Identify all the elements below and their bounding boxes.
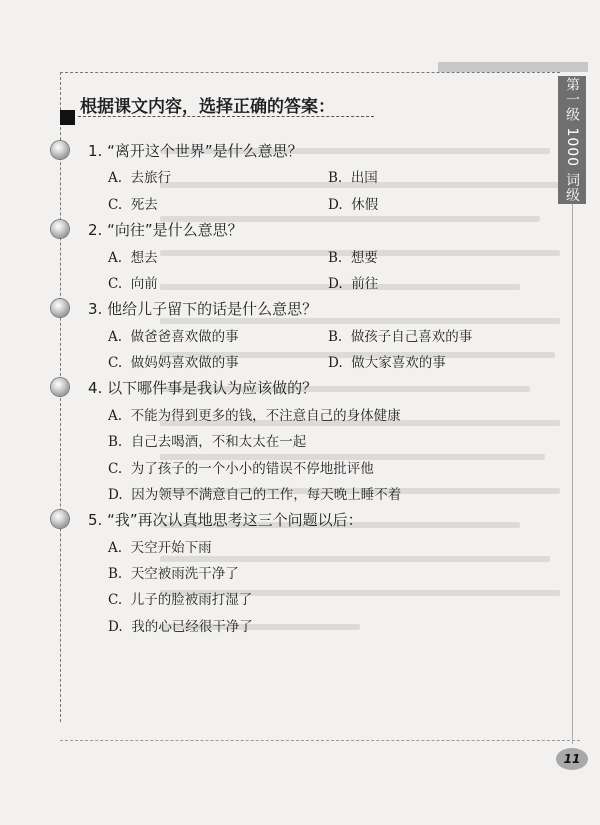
side-divider [572,204,573,744]
frame-left-border [60,72,61,722]
option-b[interactable]: B. 天空被雨洗干净了 [108,566,239,582]
black-square-icon [60,110,75,125]
question-text: 5. “我”再次认真地思考这三个问题以后： [88,511,363,529]
option-b[interactable]: B. 想要 [328,250,378,266]
heading-underline [78,116,374,117]
option-d[interactable]: D. 休假 [328,197,379,213]
option-a[interactable]: A. 去旅行 [108,170,172,186]
option-b[interactable]: B. 自己去喝酒，不和太太在一起 [108,434,307,450]
bullet-icon [51,141,69,159]
option-c[interactable]: C. 做妈妈喜欢做的事 [108,355,239,371]
frame-top-border [60,72,560,73]
option-b[interactable]: B. 出国 [328,170,378,186]
bullet-icon [51,510,69,528]
level-label: 第一级 1000 词级 [564,77,580,203]
header-bar [438,62,588,72]
option-c[interactable]: C. 向前 [108,276,158,292]
option-d[interactable]: D. 做大家喜欢的事 [328,355,446,371]
option-d[interactable]: D. 我的心已经很干净了 [108,619,253,635]
heading-text: 根据课文内容，选择正确的答案： [80,97,335,117]
option-c[interactable]: C. 为了孩子的一个小小的错误不停地批评他 [108,461,374,477]
option-c[interactable]: C. 儿子的脸被雨打湿了 [108,592,253,608]
question-text: 3. 他给儿子留下的话是什么意思？ [88,300,318,318]
option-a[interactable]: A. 想去 [108,250,158,266]
frame-bottom-border [60,740,580,741]
question-text: 4. 以下哪件事是我认为应该做的？ [88,379,318,397]
bullet-icon [51,299,69,317]
option-c[interactable]: C. 死去 [108,197,158,213]
level-side-tab [558,76,586,204]
page-number-badge [556,748,588,770]
option-a[interactable]: A. 天空开始下雨 [108,540,212,556]
bullet-icon [51,378,69,396]
page-number: 11 [563,752,581,766]
option-d[interactable]: D. 因为领导不满意自己的工作，每天晚上睡不着 [108,487,402,503]
question-text: 1. “离开这个世界”是什么意思？ [88,142,303,160]
option-a[interactable]: A. 做爸爸喜欢做的事 [108,329,239,345]
option-a[interactable]: A. 不能为得到更多的钱，不注意自己的身体健康 [108,408,401,424]
bullet-icon [51,220,69,238]
option-b[interactable]: B. 做孩子自己喜欢的事 [328,329,473,345]
option-d[interactable]: D. 前往 [328,276,379,292]
question-text: 2. “向往”是什么意思？ [88,221,243,239]
